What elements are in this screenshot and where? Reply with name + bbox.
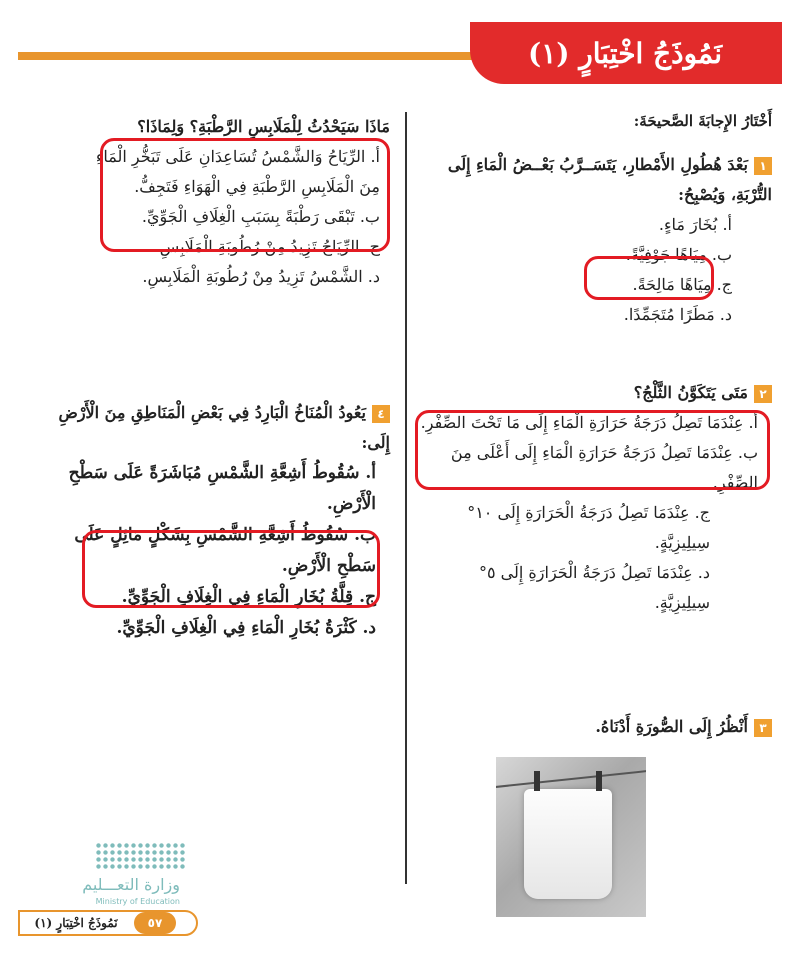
ministry-name-english: Ministry of Education bbox=[95, 897, 180, 906]
question-number-badge: ٣ bbox=[754, 719, 772, 737]
clothespin-icon bbox=[534, 771, 540, 791]
answer-option[interactable]: ج. مِيَاهًا مَالِحَةً. bbox=[632, 275, 732, 294]
answer-option[interactable]: ب. عِنْدَمَا تَصِلُ دَرَجَةُ حَرَارَةِ الْمَاءِ إِلَى أَعْلَى مِنَ الصِّفْرِ. bbox=[450, 443, 758, 492]
footer-label: نَمُوذَجُ اخْتِبَارٍ (١) bbox=[34, 916, 118, 930]
question-2-stem bbox=[420, 378, 772, 408]
answer-option[interactable]: ج. الرِّيَاحُ تَزِيدُ مِنْ رُطُوبَةِ الْمَلَابِسِ. bbox=[154, 237, 380, 256]
question-3-prompt: مَاذَا سَيَحْدُثُ لِلْمَلَابِسِ الرَّطْبَةِ؟ وَلِمَاذَا؟ bbox=[137, 117, 390, 136]
answer-option-selected[interactable]: أ. عِنْدَمَا تَصِلُ دَرَجَةُ حَرَارَةِ الْمَاءِ إِلَى مَا تَحْتَ الصِّفْرِ. bbox=[420, 413, 758, 432]
instruction: أَخْتَارُ الإِجابَةَ الصَّحيحَةَ: bbox=[633, 112, 772, 130]
question-4-text: يَعُودُ الْمُنَاخُ الْبَارِدُ فِي بَعْضِ الْمَنَاطِقِ مِنَ الْأَرْضِ إِلَى: bbox=[58, 403, 390, 452]
question-2-text: مَتَى يَتَكَوَّنُ الثَّلْجُ؟ bbox=[633, 383, 748, 402]
wet-shirt bbox=[524, 789, 612, 899]
answer-highlight bbox=[82, 530, 380, 608]
answer-highlight bbox=[584, 256, 714, 300]
ministry-name-arabic: وزارة التعـــليم bbox=[82, 875, 180, 894]
question-1 bbox=[420, 150, 772, 330]
question-1-text: بَعْدَ هُطُولِ الأَمْطارِ، يَتَسَــرَّبُ بَعْــضُ الْمَاءِ إِلَى التُّرْبَةِ، وَيُصْبِحُ: bbox=[447, 155, 772, 204]
question-1-stem bbox=[420, 150, 772, 210]
question-number-badge: ٢ bbox=[754, 385, 772, 403]
question-3 bbox=[420, 712, 772, 742]
answer-option[interactable]: د. كَثْرَةُ بُخَارِ الْمَاءِ فِي الْغِلَافِ الْجَوِّيِّ. bbox=[116, 618, 376, 638]
clothesline bbox=[496, 767, 646, 789]
clothespin-icon bbox=[596, 771, 602, 791]
page-title: نَمُوذَجُ اخْتِبَارٍ (١) bbox=[527, 37, 723, 70]
answer-option[interactable]: د. الشَّمْسُ تَزِيدُ مِنْ رُطُوبَةِ الْمَلَابِسِ. bbox=[142, 267, 380, 286]
ministry-logo-icon bbox=[95, 842, 185, 870]
answer-option[interactable]: أ. سُقُوطُ أَشِعَّةِ الشَّمْسِ مُبَاشَرَةً عَلَى سَطْحِ الْأَرْضِ. bbox=[68, 463, 376, 514]
question-4-stem bbox=[40, 398, 390, 458]
column-divider bbox=[405, 112, 407, 884]
answer-option-selected[interactable]: ب. سُقُوطُ أَشِعَّةِ الشَّمْسِ بِشَكْلٍ مَائِلٍ عَلَى سَطْحِ الْأَرْضِ. bbox=[74, 525, 376, 576]
header-rule bbox=[18, 52, 488, 60]
question-number-badge: ٤ bbox=[372, 405, 390, 423]
question-3-text: أَنْظُرُ إِلَى الصُّورَةِ أَدْنَاهُ. bbox=[595, 717, 748, 736]
answer-option[interactable]: ج. قِلَّةُ بُخَارِ الْمَاءِ فِي الْغِلَافِ الْجَوِّيِّ. bbox=[121, 587, 376, 607]
page-number: ٥٧ bbox=[134, 912, 176, 934]
answer-option-selected[interactable]: أ. الرِّيَاحُ وَالشَّمْسُ تُسَاعِدَانِ عَلَى تَبَخُّرِ الْمَاءِ مِنَ الْمَلَابِسِ الرَّطْبَةِ فِي الْهَوَاءِ فَتَجِفُّ. bbox=[95, 147, 380, 196]
answer-option[interactable]: أ. بُخَارَ مَاءٍ. bbox=[658, 215, 732, 234]
answer-option[interactable]: ب. تَبْقَى رَطْبَةً بِسَبَبِ الْغِلَافِ الْجَوِّيِّ. bbox=[141, 207, 380, 226]
answer-highlight bbox=[415, 410, 770, 490]
answer-option[interactable]: د. مَطَرًا مُتَجَمِّدًا. bbox=[623, 305, 732, 324]
answer-option[interactable]: د. عِنْدَمَا تَصِلُ دَرَجَةُ الْحَرَارَةِ إِلَى ٥° سِيلِيزِيَّةٍ. bbox=[479, 563, 710, 612]
question-number-badge: ١ bbox=[754, 157, 772, 175]
answer-option-selected[interactable]: ب. مِيَاهًا جَوْفِيَّةً. bbox=[625, 245, 732, 264]
answer-highlight bbox=[100, 138, 390, 252]
clothesline-photo bbox=[496, 757, 646, 917]
answer-option[interactable]: ج. عِنْدَمَا تَصِلُ دَرَجَةُ الْحَرَارَةِ إِلَى ١٠° سِيلِيزِيَّةٍ. bbox=[467, 503, 710, 552]
